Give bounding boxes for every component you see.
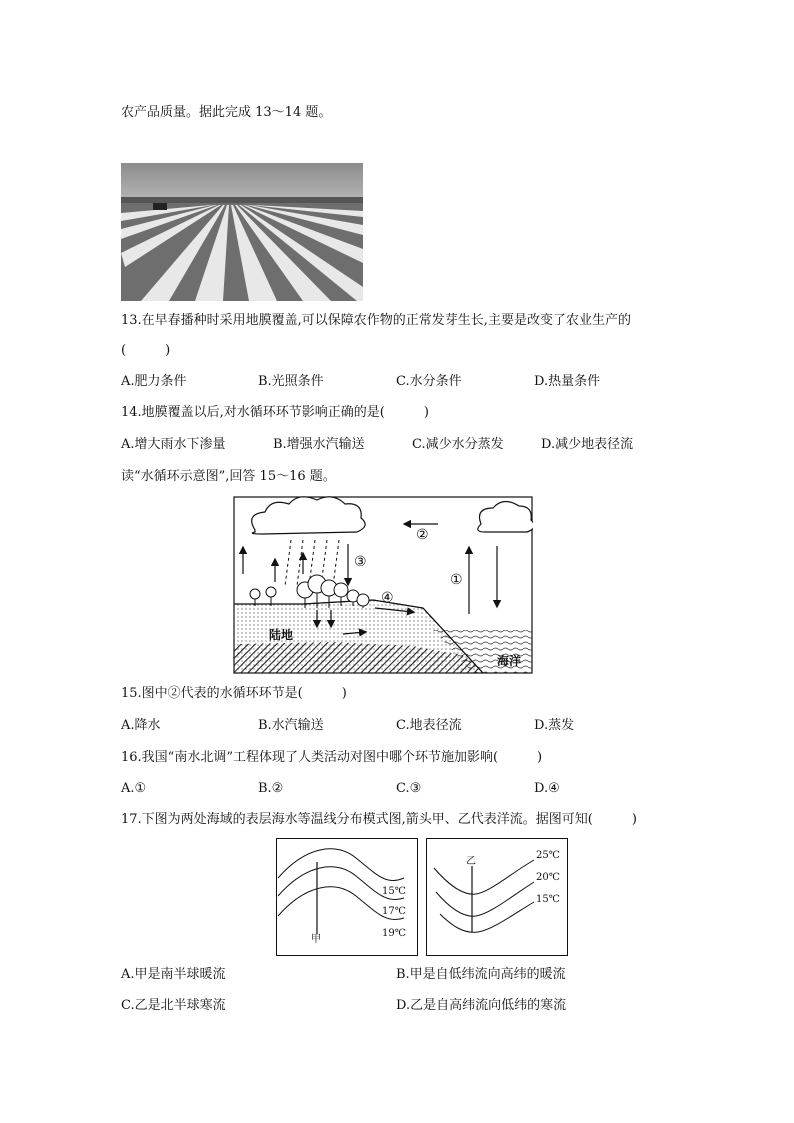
q14-option-c[interactable]: C.减少水分蒸发 — [412, 437, 504, 452]
isotherm-map-right — [426, 838, 568, 956]
arrow-jia-label: 甲 — [311, 934, 321, 945]
q17-option-b[interactable]: B.甲是自低纬流向高纬的暖流 — [396, 967, 566, 982]
q16-option-d[interactable]: D.④ — [534, 781, 560, 796]
plastic-mulch-field-photo — [121, 163, 363, 301]
read-instruction: 读“水循环示意图”,回答 15～16 题。 — [121, 469, 336, 484]
q14-option-b[interactable]: B.增强水汽输送 — [273, 437, 365, 452]
isotherm-label: 15℃ — [382, 886, 406, 897]
q14-option-d[interactable]: D.减少地表径流 — [541, 437, 634, 452]
q16-option-a[interactable]: A.① — [121, 781, 147, 796]
water-cycle-diagram — [233, 496, 533, 674]
q15-option-b[interactable]: B.水汽输送 — [258, 718, 324, 733]
q15-option-c[interactable]: C.地表径流 — [396, 718, 462, 733]
q17-option-a[interactable]: A.甲是南半球暖流 — [121, 967, 226, 982]
isotherm-label: 15℃ — [536, 894, 560, 905]
q13-option-a[interactable]: A.肥力条件 — [121, 374, 187, 389]
isotherm-label: 19℃ — [382, 928, 406, 939]
q15-stem: 15.图中②代表的水循环环节是( ) — [121, 686, 347, 701]
label-3: ③ — [354, 554, 367, 570]
q13-option-c[interactable]: C.水分条件 — [396, 374, 462, 389]
q16-option-c[interactable]: C.③ — [396, 781, 422, 796]
q17-stem: 17.下图为两处海域的表层海水等温线分布模式图,箭头甲、乙代表洋流。据图可知( ) — [121, 812, 637, 827]
q13-option-d[interactable]: D.热量条件 — [534, 374, 601, 389]
q14-stem: 14.地膜覆盖以后,对水循环环节影响正确的是( ) — [121, 405, 429, 420]
isotherm-label: 20℃ — [536, 872, 560, 883]
arrow-yi-label: 乙 — [466, 856, 476, 867]
q15-option-a[interactable]: A.降水 — [121, 718, 161, 733]
isotherm-label: 17℃ — [382, 906, 406, 917]
q16-stem: 16.我国“南水北调”工程体现了人类活动对图中哪个环节施加影响( ) — [121, 750, 543, 765]
label-4: ④ — [381, 590, 394, 606]
label-1: ① — [450, 572, 463, 588]
q13-option-b[interactable]: B.光照条件 — [258, 374, 324, 389]
q16-option-b[interactable]: B.② — [258, 781, 284, 796]
q14-option-a[interactable]: A.增大雨水下渗量 — [121, 437, 226, 452]
q13-paren: ( ) — [121, 343, 171, 358]
land-label: 陆地 — [269, 628, 294, 642]
q15-option-d[interactable]: D.蒸发 — [534, 718, 575, 733]
isotherm-map-left — [276, 838, 418, 956]
ocean-label: 海洋 — [497, 654, 522, 668]
q17-option-d[interactable]: D.乙是自高纬流向低纬的寒流 — [396, 998, 567, 1013]
intro-line: 农产品质量。据此完成 13～14 题。 — [121, 105, 332, 120]
label-2: ② — [416, 527, 429, 543]
isotherm-label: 25℃ — [536, 850, 560, 861]
q17-option-c[interactable]: C.乙是北半球寒流 — [121, 998, 226, 1013]
q13-stem: 13.在早春播种时采用地膜覆盖,可以保障农作物的正常发芽生长,主要是改变了农业生产的 — [121, 313, 631, 328]
